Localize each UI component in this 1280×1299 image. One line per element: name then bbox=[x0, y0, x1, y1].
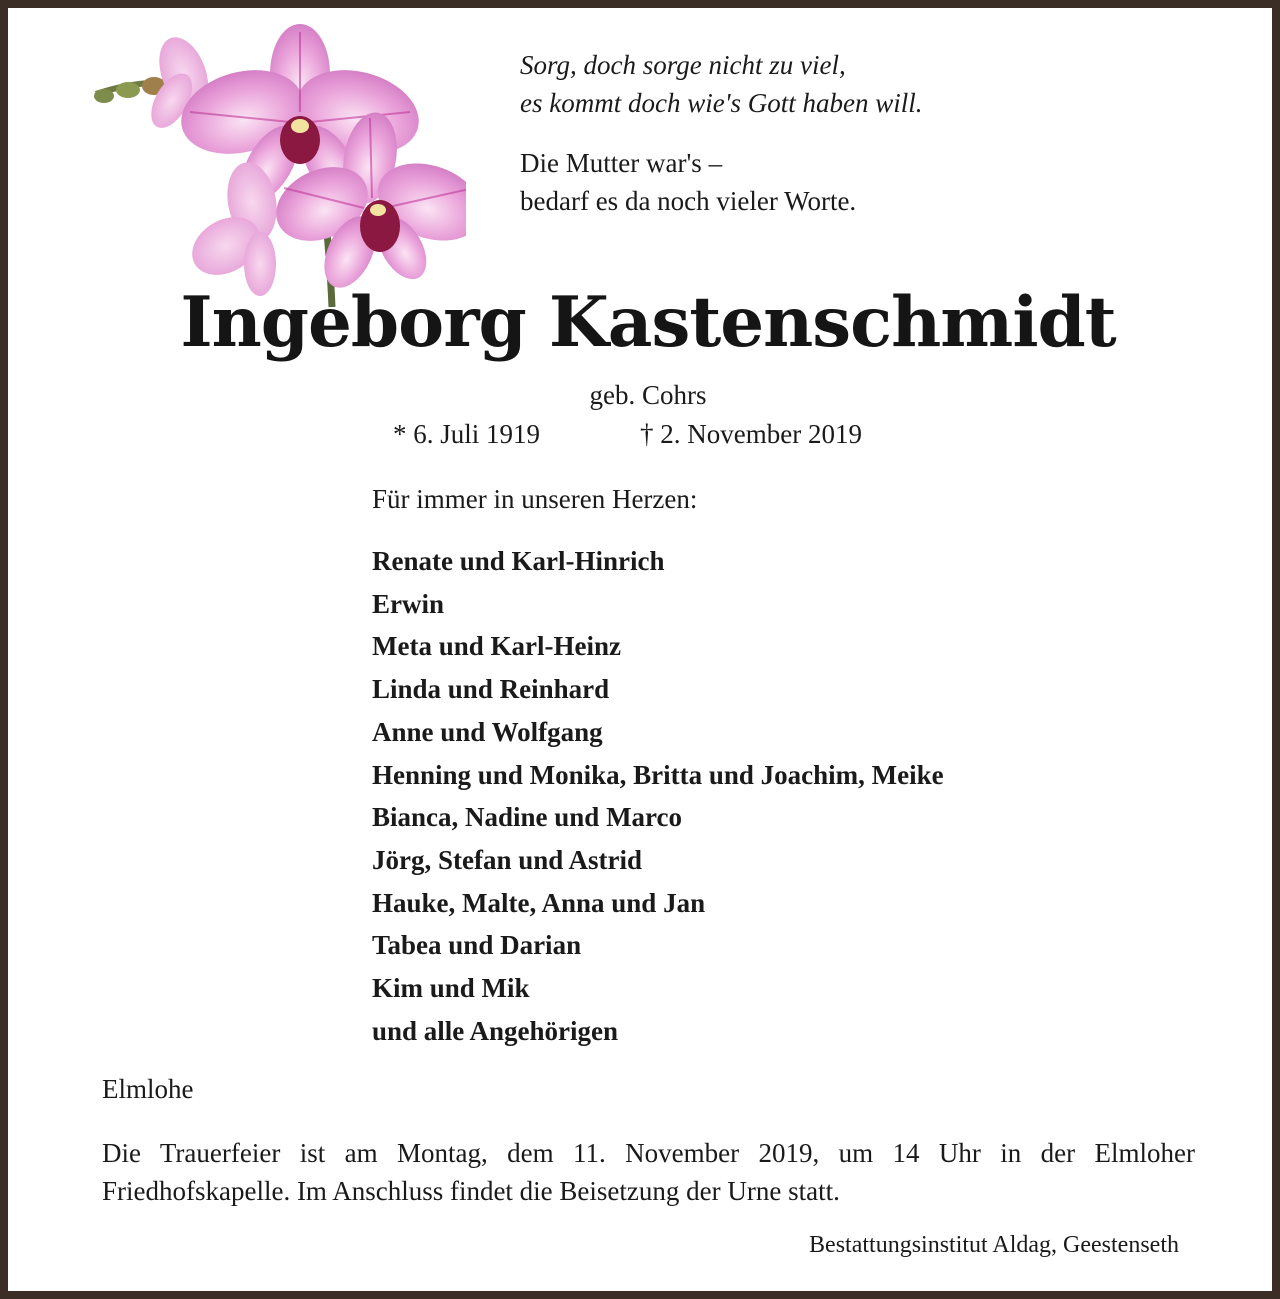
mourner-entry: Hauke, Malte, Anna und Jan bbox=[372, 887, 706, 918]
deceased-name: Ingeborg Kastenschmidt bbox=[180, 282, 1116, 363]
mourner-entry: Jörg, Stefan und Astrid bbox=[372, 844, 643, 875]
undertaker-name: Bestattungsinstitut Aldag, Geestenseth bbox=[809, 1232, 1179, 1258]
mourner-entry: Bianca, Nadine und Marco bbox=[372, 802, 683, 833]
mourner-entry: Meta und Karl-Heinz bbox=[372, 631, 621, 662]
poem-line: bedarf es da noch vieler Worte. bbox=[520, 186, 857, 216]
mourner-entry: Henning und Monika, Britta und Joachim, Meike bbox=[372, 759, 944, 790]
mourner-entry: Erwin bbox=[372, 588, 445, 619]
death-date: † 2. November 2019 bbox=[640, 419, 862, 449]
poem-line: Die Mutter war's – bbox=[520, 148, 723, 178]
birth-date: * 6. Juli 1919 bbox=[393, 419, 541, 449]
mourners-list bbox=[372, 540, 944, 1052]
mourner-entry: Renate und Karl-Hinrich bbox=[372, 546, 665, 576]
mourner-entry: Kim und Mik bbox=[372, 973, 530, 1004]
mourner-entry: Linda und Reinhard bbox=[372, 674, 610, 705]
mourner-entry: Tabea und Darian bbox=[372, 930, 582, 961]
mourners-intro: Für immer in unseren Herzen: bbox=[372, 484, 698, 514]
place-name: Elmlohe bbox=[102, 1074, 194, 1104]
mourner-entry: Anne und Wolfgang bbox=[372, 716, 603, 747]
funeral-service-notice: Die Trauerfeier ist am Montag, dem 11. November 2019, um 14 Uhr in der Elmloher Friedhofskapelle. Im Anschluss findet die Beisetzung der Urne statt. bbox=[102, 1138, 1195, 1206]
mourner-entry: und alle Angehörigen bbox=[372, 1015, 619, 1046]
orchid-flower-icon bbox=[86, 22, 466, 312]
poem-line: es kommt doch wie's Gott haben will. bbox=[520, 88, 923, 118]
poem-line: Sorg, doch sorge nicht zu viel, bbox=[520, 50, 846, 80]
poem bbox=[520, 46, 1220, 220]
maiden-name: geb. Cohrs bbox=[589, 380, 707, 410]
